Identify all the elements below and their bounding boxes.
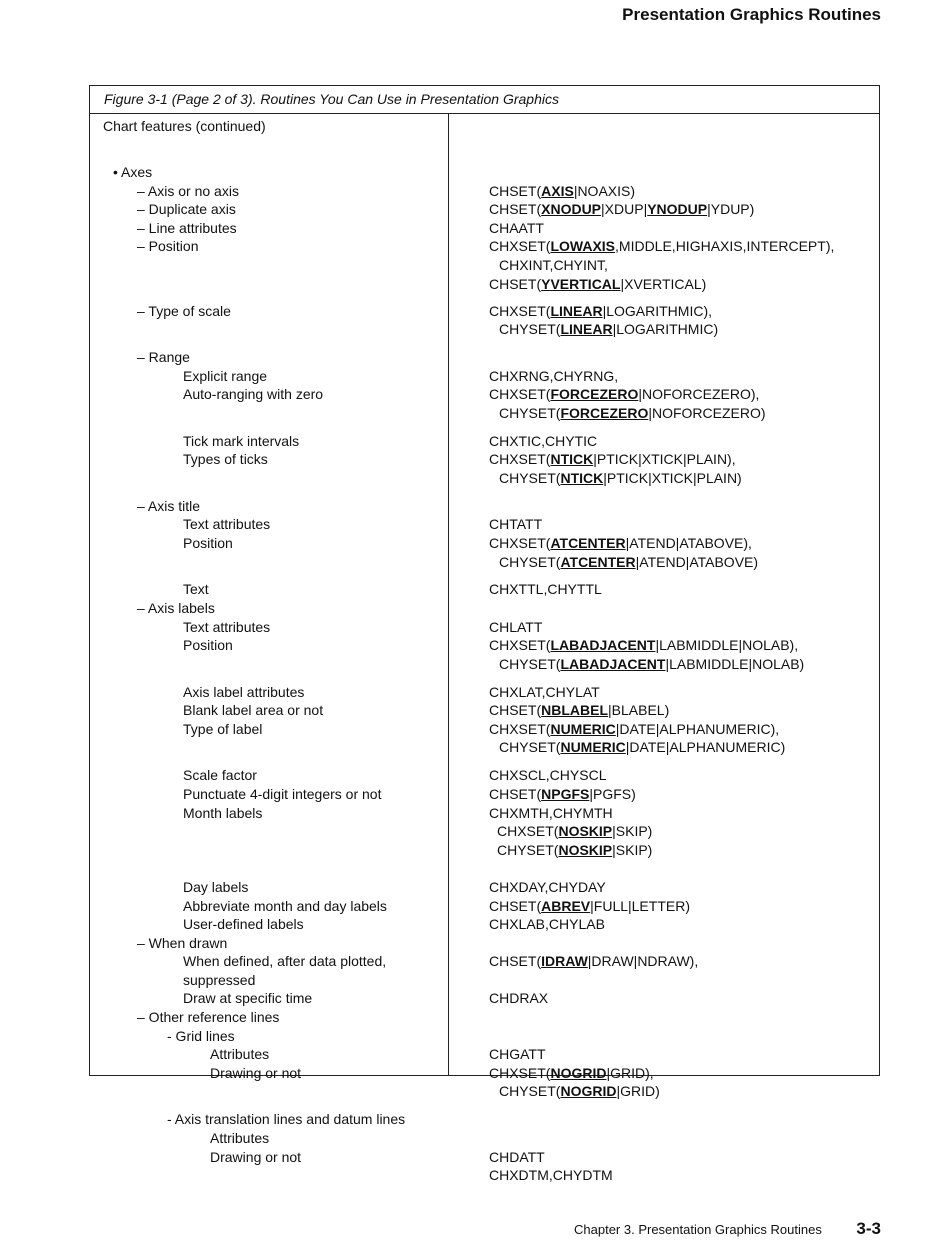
feature-label: - Axis translation lines and datum lines — [167, 1111, 406, 1128]
routine-name: CHXLAT,CHYLAT — [489, 683, 600, 700]
routine-name: CHYSET(LABADJACENT|LABMIDDLE|NOLAB) — [499, 655, 805, 672]
table-row — [90, 1027, 879, 1046]
routine-name: CHXSET(NUMERIC|DATE|ALPHANUMERIC), — [489, 720, 780, 737]
table-row — [90, 683, 879, 702]
routine-name: CHXSET(LINEAR|LOGARITHMIC), — [489, 302, 712, 319]
table-row — [90, 182, 879, 201]
feature-label: Attributes — [210, 1046, 270, 1063]
routine-name: CHXSET(ATCENTER|ATEND|ATABOVE), — [489, 534, 752, 551]
routine-name: CHGATT — [489, 1046, 546, 1063]
table-row — [90, 367, 879, 386]
feature-label: suppressed — [183, 971, 256, 988]
table-row — [90, 515, 879, 534]
table-row — [90, 738, 879, 757]
feature-label: Draw at specific time — [183, 990, 313, 1007]
figure-table — [89, 85, 880, 1184]
routine-name: CHSET(AXIS|NOAXIS) — [489, 182, 636, 199]
footer-chapter: Chapter 3. Presentation Graphics Routines — [574, 1222, 822, 1237]
feature-label: Text attributes — [183, 516, 271, 533]
routine-name: CHSET(XNODUP|XDUP|YNODUP|YDUP) — [489, 201, 755, 218]
routine-name: CHXSET(NOSKIP|SKIP) — [497, 823, 653, 840]
table-row — [90, 1148, 879, 1167]
section-heading: Chart features (continued) — [103, 118, 266, 134]
routine-name: CHYSET(NUMERIC|DATE|ALPHANUMERIC) — [499, 739, 786, 756]
feature-label: User-defined labels — [183, 916, 304, 933]
table-row — [90, 766, 879, 785]
table-row — [90, 237, 879, 256]
feature-label: – Line attributes — [137, 219, 237, 236]
table-row — [90, 952, 879, 971]
routine-name: CHXSET(LABADJACENT|LABMIDDLE|NOLAB), — [489, 637, 799, 654]
routine-name: CHAATT — [489, 219, 544, 236]
table-row — [90, 989, 879, 1008]
feature-label: – Position — [137, 238, 199, 255]
table-row — [90, 450, 879, 469]
feature-label: Drawing or not — [210, 1064, 302, 1081]
table-row — [90, 385, 879, 404]
feature-label: When defined, after data plotted, — [183, 953, 387, 970]
feature-label: – When drawn — [137, 934, 228, 951]
feature-label: – Other reference lines — [137, 1009, 280, 1026]
table-row — [90, 1045, 879, 1064]
feature-label: – Axis title — [137, 497, 201, 514]
feature-label: Explicit range — [183, 367, 268, 384]
routine-name: CHSET(ABREV|FULL|LETTER) — [489, 897, 690, 914]
table-row — [90, 1082, 879, 1101]
table-row — [90, 302, 879, 321]
routine-name: CHSET(IDRAW|DRAW|NDRAW), — [489, 953, 699, 970]
table-row — [90, 934, 879, 953]
table-row — [90, 785, 879, 804]
table-row — [90, 432, 879, 451]
table-row — [90, 1008, 879, 1027]
feature-label: Type of label — [183, 720, 263, 737]
feature-label: Punctuate 4-digit integers or not — [183, 785, 382, 802]
table-row — [90, 553, 879, 572]
routine-name: CHSET(NBLABEL|BLABEL) — [489, 702, 670, 719]
page-number: 3-3 — [856, 1219, 881, 1238]
table-row — [90, 275, 879, 294]
table-row — [90, 320, 879, 339]
feature-label: Month labels — [183, 804, 263, 821]
table-row — [90, 163, 879, 182]
routine-name: CHXDAY,CHYDAY — [489, 878, 606, 895]
feature-label: – Axis labels — [137, 600, 215, 617]
routine-name: CHXMTH,CHYMTH — [489, 804, 613, 821]
table-row — [90, 469, 879, 488]
table-row — [90, 822, 879, 841]
feature-label: Text attributes — [183, 618, 271, 635]
feature-label: Axis label attributes — [183, 683, 305, 700]
routine-name: CHXTTL,CHYTTL — [489, 581, 602, 598]
table-row — [90, 915, 879, 934]
routine-name: CHYSET(ATCENTER|ATEND|ATABOVE) — [499, 553, 759, 570]
table-row — [90, 841, 879, 860]
table-row — [90, 897, 879, 916]
table-row — [90, 219, 879, 238]
feature-label: Attributes — [210, 1129, 270, 1146]
table-row — [90, 701, 879, 720]
table-row — [90, 599, 879, 618]
table-row — [90, 971, 879, 990]
feature-label: Position — [183, 637, 233, 654]
feature-label: Text — [183, 581, 209, 598]
table-row — [90, 1064, 879, 1083]
table-row — [90, 618, 879, 637]
routine-name: CHLATT — [489, 618, 543, 635]
table-row — [90, 1110, 879, 1129]
feature-label: Position — [183, 534, 233, 551]
feature-rows — [90, 163, 879, 1185]
table-row — [90, 636, 879, 655]
feature-label: Abbreviate month and day labels — [183, 897, 387, 914]
routine-name: CHYSET(NTICK|PTICK|XTICK|PLAIN) — [499, 469, 742, 486]
table-row — [90, 348, 879, 367]
routine-name: CHXINT,CHYINT, — [499, 256, 608, 273]
table-row — [90, 655, 879, 674]
routine-name: CHXSET(NTICK|PTICK|XTICK|PLAIN), — [489, 451, 736, 468]
routine-name: CHXLAB,CHYLAB — [489, 916, 605, 933]
routine-name: CHXSET(FORCEZERO|NOFORCEZERO), — [489, 386, 760, 403]
figure-caption: Figure 3-1 (Page 2 of 3). Routines You Can Use in Presentation Graphics — [90, 86, 879, 114]
routine-name: CHSET(YVERTICAL|XVERTICAL) — [489, 275, 707, 292]
routine-name: CHXSET(LOWAXIS,MIDDLE,HIGHAXIS,INTERCEPT), — [489, 238, 835, 255]
running-header: Presentation Graphics Routines — [622, 5, 881, 24]
routine-name: CHDRAX — [489, 990, 549, 1007]
feature-label: – Axis or no axis — [137, 182, 239, 199]
feature-label: – Type of scale — [137, 302, 231, 319]
feature-label: • Axes — [113, 164, 153, 180]
routine-name: CHYSET(NOSKIP|SKIP) — [497, 841, 653, 858]
routine-name: CHXSET(NOGRID|GRID), — [489, 1064, 654, 1081]
feature-label: Tick mark intervals — [183, 432, 300, 449]
table-row — [90, 256, 879, 275]
feature-label: Blank label area or not — [183, 702, 324, 719]
table-row — [90, 1166, 879, 1185]
feature-label: - Grid lines — [167, 1027, 235, 1044]
table-row — [90, 720, 879, 739]
routine-name: CHXTIC,CHYTIC — [489, 432, 598, 449]
feature-label: Drawing or not — [210, 1148, 302, 1165]
table-row — [90, 580, 879, 599]
table-row — [90, 1129, 879, 1148]
feature-label: Auto-ranging with zero — [183, 386, 324, 403]
routine-name: CHDATT — [489, 1148, 545, 1165]
table-row — [90, 200, 879, 219]
feature-label: – Duplicate axis — [137, 201, 236, 218]
table-row — [90, 404, 879, 423]
table-row — [90, 878, 879, 897]
routine-name: CHYSET(LINEAR|LOGARITHMIC) — [499, 321, 719, 338]
table-row — [90, 804, 879, 823]
routine-name: CHYSET(NOGRID|GRID) — [499, 1083, 660, 1100]
routine-name: CHXRNG,CHYRNG, — [489, 367, 619, 384]
routine-name: CHXSCL,CHYSCL — [489, 767, 607, 784]
routine-name: CHXDTM,CHYDTM — [489, 1167, 613, 1184]
feature-label: Types of ticks — [183, 451, 268, 468]
table-row — [90, 497, 879, 516]
feature-label: – Range — [137, 349, 190, 365]
routine-name: CHSET(NPGFS|PGFS) — [489, 785, 636, 802]
table-row — [90, 534, 879, 553]
feature-label: Scale factor — [183, 767, 257, 784]
routine-name: CHYSET(FORCEZERO|NOFORCEZERO) — [499, 404, 766, 421]
feature-label: Day labels — [183, 878, 249, 895]
routine-name: CHTATT — [489, 516, 543, 533]
